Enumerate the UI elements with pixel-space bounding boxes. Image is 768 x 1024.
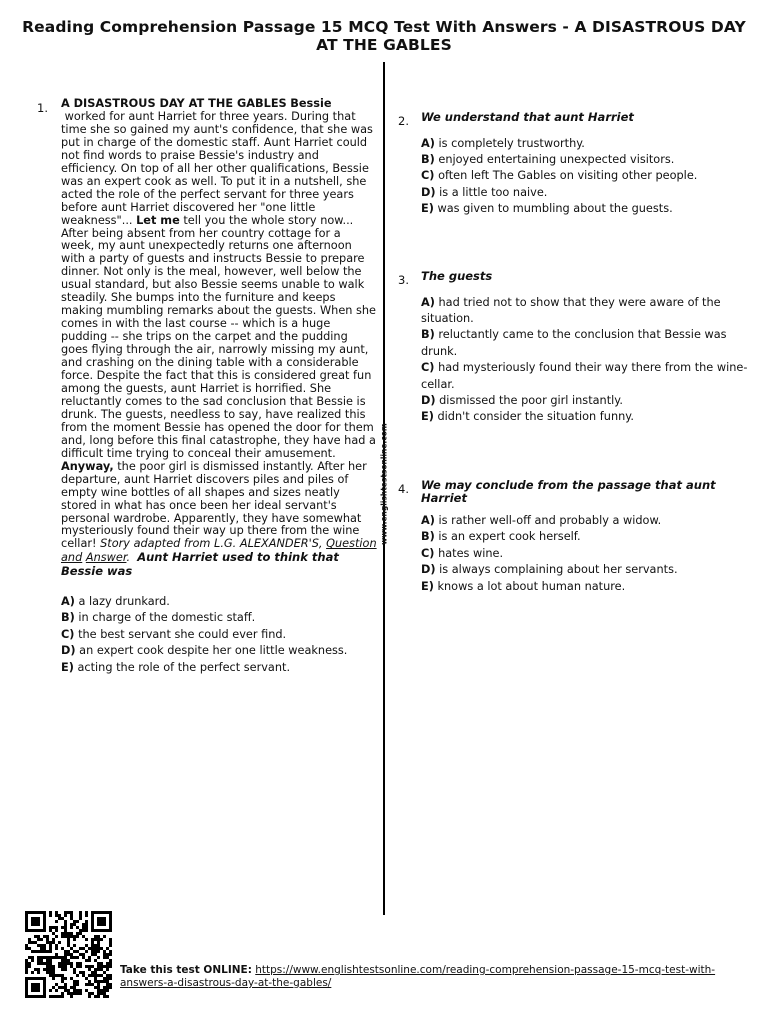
option-e: E) acting the role of the perfect servant.	[61, 660, 291, 674]
question-3-options	[421, 295, 751, 426]
option-d: D) is always complaining about her servants.	[421, 563, 678, 577]
footer	[120, 964, 720, 990]
passage-title: A DISASTROUS DAY AT THE GABLES	[61, 97, 287, 110]
option-c: C) had mysteriously found their way there from the wine-cellar.	[421, 361, 748, 391]
option-d: D) an expert cook despite her one little weakness.	[61, 644, 348, 658]
question-1-passage	[61, 98, 377, 579]
question-1-options	[61, 594, 377, 676]
question-3-stem: The guests	[421, 269, 493, 283]
passage-body-2: tell you the whole story now... After being absent from her country cottage for a week, my aunt unexpectedly returns one afternoon with a party of guests and instructs Bessie to prepare dinner. Not only is the meal, however, well below the usual standard, but also Bessie seems unable to walk steadily. She bumps into the furniture and keeps making mumbling remarks about the guests. When she comes in with the last course -- which is a huge pudding -- she trips on the carpet and the pudding goes flying through the air, narrowly missing my aunt, and crashing on the dining table with a considerable force. Despite the fact that this is considered great fun among the guests, aunt Harriet is horrified. She reluctantly comes to the sad conclusion that Bessie is drunk. The guests, needless to say, have realized this from the moment Bessie has opened the door for them and, long before this final catastrophe, they have had a difficult time trying to conceal their amusement.	[61, 213, 377, 460]
question-2-options	[421, 136, 751, 218]
option-e: E) didn't consider the situation funny.	[421, 410, 634, 424]
question-2-stem: We understand that aunt Harriet	[421, 110, 634, 124]
passage-credit-dot: .	[126, 551, 131, 565]
option-a: A) a lazy drunkard.	[61, 595, 170, 608]
option-e: E) knows a lot about human nature.	[421, 579, 626, 593]
option-d: D) dismissed the poor girl instantly.	[421, 393, 623, 407]
qr-code-icon[interactable]	[23, 911, 114, 998]
option-b: B) is an expert cook herself.	[421, 530, 581, 544]
question-1-number: 1.	[37, 101, 48, 115]
option-a: A) had tried not to show that they were aware of the situation.	[421, 295, 721, 325]
passage-name: Bessie	[290, 97, 332, 110]
question-4	[421, 479, 751, 595]
passage-body-3: the poor girl is dismissed instantly. After her departure, aunt Harriet discovers piles and piles of empty wine bottles of all shapes and sizes neatly stored in what has once been her ideal servant's personal wardrobe. Apparently, they have somewhat mysteriously found their way up there from the wine cellar!	[61, 459, 367, 551]
option-d: D) is a little too naive.	[421, 185, 548, 199]
question-4-number: 4.	[398, 482, 409, 496]
question-1-stem: Aunt Harriet used to think that Bessie was	[61, 550, 339, 579]
option-b: B) reluctantly came to the conclusion that Bessie was drunk.	[421, 328, 727, 358]
option-c: C) often left The Gables on visiting other people.	[421, 169, 698, 183]
passage-credit-word-1: Question	[326, 537, 377, 551]
footer-link[interactable]: https://www.englishtestsonline.com/reading-comprehension-passage-15-mcq-test-with-answers-a-disastrous-day-at-the-gables/	[120, 964, 716, 989]
passage-credit-prefix: Story adapted from L.G. ALEXANDER'S,	[100, 537, 323, 551]
passage-anyway: Anyway,	[61, 459, 114, 473]
question-3	[421, 270, 751, 426]
question-2-number: 2.	[398, 114, 409, 128]
question-4-options	[421, 513, 751, 595]
question-4-stem: We may conclude from the passage that aunt Harriet	[421, 478, 716, 505]
passage-body-1: worked for aunt Harriet for three years. During that time she so gained my aunt's confidence, that she was put in charge of the domestic staff. Aunt Harriet could not find words to praise Bessie's industry and efficiency. On top of all her other qualifications, Bessie was an expert cook as well. To put it in a nutshell, she acted the role of the perfect servant for three years before aunt Harriet discovered her "one little weakness"...	[61, 109, 373, 227]
option-a: A) is completely trustworthy.	[421, 136, 585, 150]
option-a: A) is rather well-off and probably a widow.	[421, 514, 662, 527]
passage-let-me: Let me	[136, 213, 180, 227]
side-watermark-url: www.englishtestsonline.com	[379, 423, 389, 545]
page-title: Reading Comprehension Passage 15 MCQ Test With Answers - A DISASTROUS DAY AT THE GABLES	[22, 18, 746, 54]
footer-label: Take this test ONLINE:	[120, 964, 252, 976]
option-c: C) the best servant she could ever find.	[61, 627, 287, 641]
passage-credit-word-2: Answer	[85, 551, 127, 565]
question-2	[421, 111, 751, 218]
option-b: B) in charge of the domestic staff.	[61, 611, 256, 625]
question-3-number: 3.	[398, 273, 409, 287]
option-e: E) was given to mumbling about the guests.	[421, 202, 673, 216]
option-c: C) hates wine.	[421, 546, 504, 560]
option-b: B) enjoyed entertaining unexpected visitors.	[421, 152, 675, 166]
passage-credit-and: and	[61, 551, 83, 565]
